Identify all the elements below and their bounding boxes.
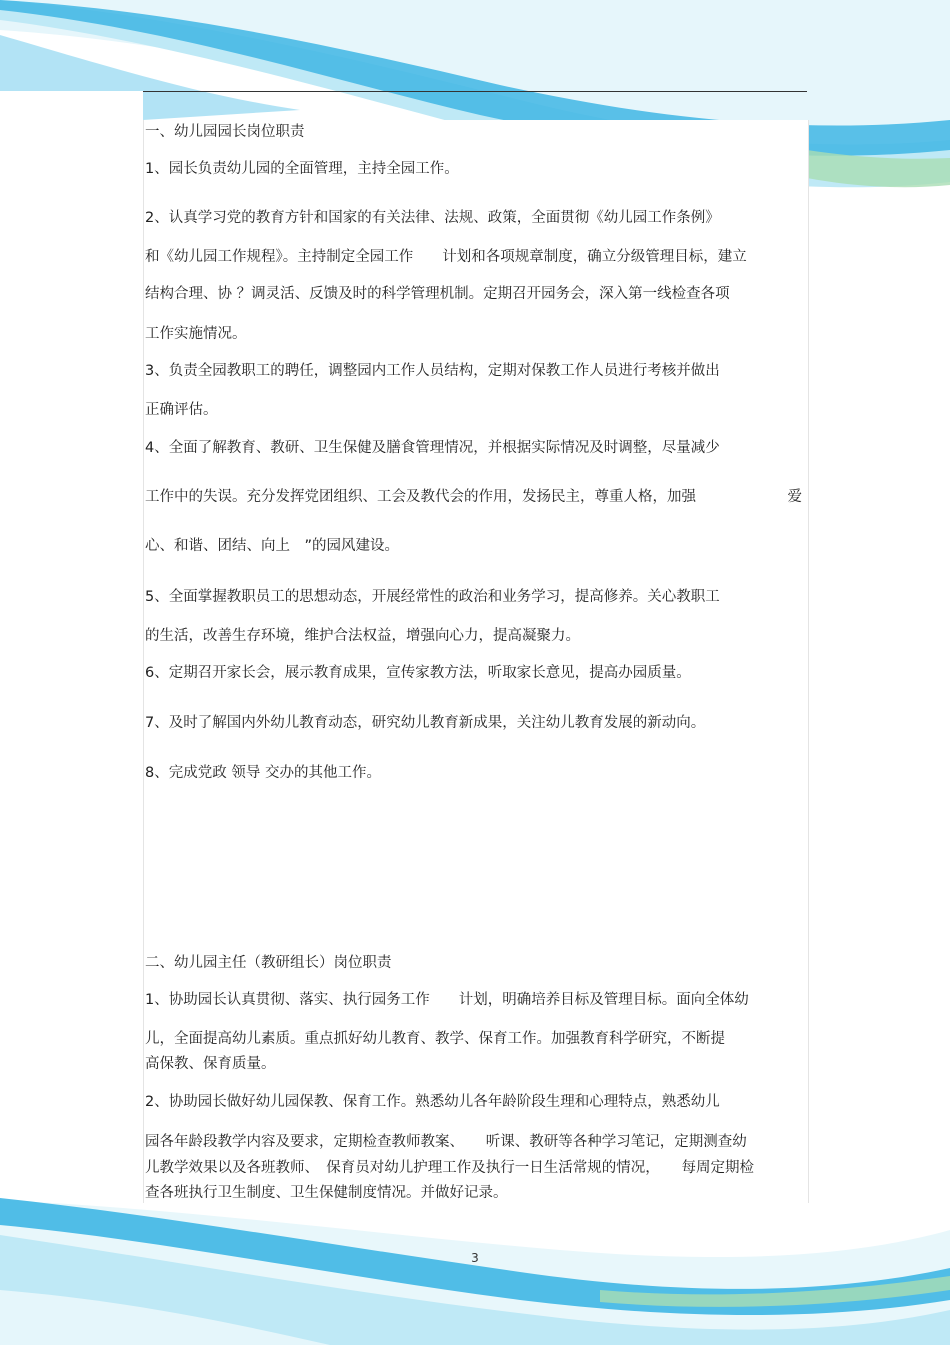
- paragraph-line: 高保教、保育质量。: [145, 1056, 276, 1072]
- page-number: 3: [471, 1251, 479, 1265]
- paragraph-line: 心、和谐、团结、向上 ”的园风建设。: [145, 538, 400, 554]
- paragraph-line: 1、园长负责幼儿园的全面管理，主持全园工作。: [145, 161, 459, 177]
- paragraph-line: 1、协助园长认真贯彻、落实、执行园务工作 计划，明确培养目标及管理目标。面向全体幼: [145, 992, 749, 1008]
- header-rule: [143, 91, 807, 92]
- paragraph-line: 园各年龄段教学内容及要求，定期检查教师教案、 听课、教研等各种学习笔记，定期测查幼: [145, 1134, 747, 1150]
- paragraph-line: 2、协助园长做好幼儿园保教、保育工作。熟悉幼儿各年龄阶段生理和心理特点，熟悉幼儿: [145, 1094, 720, 1110]
- paragraph-line: 工作实施情况。: [145, 326, 247, 342]
- paragraph-line: 查各班执行卫生制度、卫生保健制度情况。并做好记录。: [145, 1185, 508, 1201]
- paragraph-line: 正确评估。: [145, 402, 218, 418]
- paragraph-line: 和《幼儿园工作规程》。主持制定全园工作 计划和各项规章制度，确立分级管理目标，建立: [145, 249, 747, 265]
- paragraph-line: 7、及时了解国内外幼儿教育动态，研究幼儿教育新成果，关注幼儿教育发展的新动向。: [145, 715, 706, 731]
- section1-heading: 一、幼儿园园长岗位职责: [145, 124, 305, 140]
- paragraph-line-tail: 爱: [787, 489, 802, 505]
- paragraph-line: 5、全面掌握教职员工的思想动态，开展经常性的政治和业务学习，提高修养。关心教职工: [145, 589, 720, 605]
- paragraph-line: 4、全面了解教育、教研、卫生保健及膳食管理情况，并根据实际情况及时调整，尽量减少: [145, 440, 720, 456]
- paragraph-line: 结构合理、协 ？调灵活、反馈及时的科学管理机制。定期召开园务会，深入第一线检查各项: [145, 286, 730, 302]
- paragraph-line: 工作中的失误。充分发挥党团组织、工会及教代会的作用，发扬民主，尊重人格，加强: [145, 489, 696, 505]
- paragraph-line: 2、认真学习党的教育方针和国家的有关法律、法规、政策，全面贯彻《幼儿园工作条例》: [145, 210, 720, 226]
- paragraph-line: 儿，全面提高幼儿素质。重点抓好幼儿教育、教学、保育工作。加强教育科学研究，不断提: [145, 1031, 725, 1047]
- paragraph-line: 3、负责全园教职工的聘任，调整园内工作人员结构，定期对保教工作人员进行考核并做出: [145, 363, 720, 379]
- section2-heading: 二、幼儿园主任（教研组长）岗位职责: [145, 955, 392, 971]
- paragraph-line: 6、定期召开家长会，展示教育成果，宣传家教方法，听取家长意见，提高办园质量。: [145, 665, 691, 681]
- paragraph-line: 8、完成党政 领导 交办的其他工作。: [145, 765, 381, 781]
- paragraph-line: 的生活，改善生存环境，维护合法权益，增强向心力，提高凝聚力。: [145, 628, 580, 644]
- paragraph-line: 儿教学效果以及各班教师、 保育员对幼儿护理工作及执行一日生活常规的情况， 每周定期检: [145, 1160, 754, 1176]
